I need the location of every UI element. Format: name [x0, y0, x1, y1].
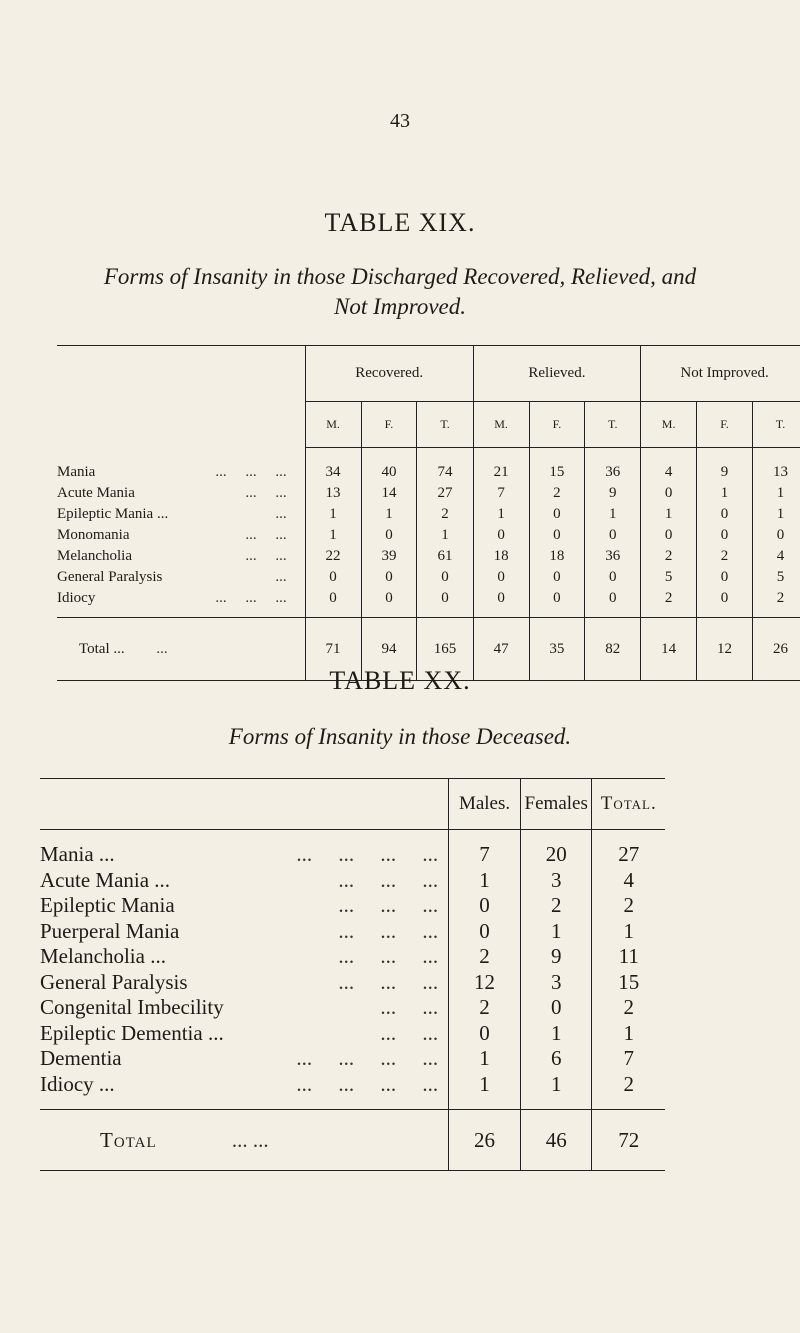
table19-cell: 39	[361, 546, 417, 567]
table20-row-dots: ... ... ...	[338, 918, 439, 943]
table20-cell: 2	[592, 893, 665, 919]
table19-total-cell: 14	[641, 618, 697, 681]
table20-row	[40, 944, 665, 970]
table19-row	[57, 525, 800, 546]
table19-cell: 0	[529, 525, 585, 546]
table20-cell: 2	[520, 893, 591, 919]
table20-cell: 1	[520, 1021, 591, 1047]
table19-cell: 0	[473, 588, 529, 618]
table19-total-cell: 47	[473, 618, 529, 681]
table19-row-label	[57, 504, 305, 525]
table19-cell: 1	[417, 525, 473, 546]
table19-cell: 22	[305, 546, 361, 567]
table20-row	[40, 1046, 665, 1072]
table19-cell: 13	[305, 483, 361, 504]
table19-cell: 2	[641, 588, 697, 618]
table19-cell: 0	[529, 504, 585, 525]
table19-row	[57, 448, 800, 484]
table20-total-label-text: Total	[100, 1127, 157, 1152]
table19-cell: 1	[753, 504, 800, 525]
table20-row-label	[40, 944, 449, 970]
table20-row-label	[40, 830, 449, 868]
table19-row-label	[57, 567, 305, 588]
table20-row-dots: ... ... ...	[338, 969, 439, 994]
table20-cell: 3	[520, 868, 591, 894]
table19-subtitle-line2: Not Improved.	[333, 294, 466, 319]
table20-cell: 0	[449, 893, 521, 919]
table19-row	[57, 504, 800, 525]
table19-total-cell: 94	[361, 618, 417, 681]
table19-row	[57, 546, 800, 567]
table19-cell: 2	[641, 546, 697, 567]
table19-subhead: M.	[641, 402, 697, 448]
table20-row-label	[40, 1072, 449, 1110]
table19-cell: 36	[585, 448, 641, 484]
table20-cell: 7	[449, 830, 521, 868]
table20-row	[40, 995, 665, 1021]
table19-cell: 1	[305, 504, 361, 525]
table19-row-label-text: Idiocy	[57, 590, 96, 606]
table20-cell: 15	[592, 970, 665, 996]
table20-cell: 1	[449, 1072, 521, 1110]
table20-total-row	[40, 1110, 665, 1171]
table19-row	[57, 567, 800, 588]
table19-cell: 1	[585, 504, 641, 525]
table20-cell: 12	[449, 970, 521, 996]
table19-cell: 18	[473, 546, 529, 567]
table19-cell: 0	[473, 567, 529, 588]
table20-cell: 2	[592, 995, 665, 1021]
table20-row-label	[40, 1021, 449, 1047]
table19-cell: 36	[585, 546, 641, 567]
table20-total-label	[40, 1110, 449, 1171]
table20-row-dots: ... ... ...	[338, 944, 439, 969]
table19-total-cell: 12	[697, 618, 753, 681]
table20-cell: 3	[520, 970, 591, 996]
table20-row	[40, 1021, 665, 1047]
table20-cell: 1	[592, 919, 665, 945]
table19-total-label-text: Total ...	[79, 640, 125, 657]
table20-title: TABLE XX.	[329, 666, 471, 695]
table19-group-relieved: Relieved.	[473, 346, 640, 402]
table20-cell: 20	[520, 830, 591, 868]
table19-cell: 13	[753, 448, 800, 484]
table19-cell: 2	[417, 504, 473, 525]
table20-total-cell: 46	[520, 1110, 591, 1171]
table19-cell: 34	[305, 448, 361, 484]
table19-total-cell: 35	[529, 618, 585, 681]
table20-row-label-text: Epileptic Dementia ...	[40, 1020, 224, 1045]
table19-cell: 0	[753, 525, 800, 546]
table20-row	[40, 868, 665, 894]
table19-cell: 0	[585, 525, 641, 546]
table19	[57, 345, 800, 681]
table20-row-label	[40, 868, 449, 894]
table19-row-label-text: Monomania	[57, 527, 130, 543]
table19-row-dots: ...	[275, 569, 287, 585]
table20-row-label	[40, 995, 449, 1021]
table19-total-cell: 165	[417, 618, 473, 681]
table20-cell: 1	[449, 868, 521, 894]
table19-cell: 0	[697, 525, 753, 546]
table19-cell: 0	[529, 567, 585, 588]
table19-row-dots: ... ...	[245, 527, 287, 543]
table20-row-label	[40, 970, 449, 996]
table20-row-label-text: Epileptic Mania	[40, 893, 175, 918]
table20-cell: 6	[520, 1046, 591, 1072]
table19-row-label	[57, 525, 305, 546]
table19-cell: 0	[417, 567, 473, 588]
table19-row-label	[57, 588, 305, 618]
table19-cell: 2	[697, 546, 753, 567]
table19-cell: 1	[697, 483, 753, 504]
table20-row-dots: ... ... ... ...	[296, 1071, 439, 1096]
table19-cell: 0	[641, 525, 697, 546]
table19-cell: 61	[417, 546, 473, 567]
table20-row-dots: ... ... ... ...	[296, 1046, 439, 1071]
table19-subhead: F.	[697, 402, 753, 448]
table20	[40, 778, 665, 1171]
table20-row-label-text: Melancholia ...	[40, 944, 166, 969]
table19-total-cell: 82	[585, 618, 641, 681]
table19-cell: 0	[697, 504, 753, 525]
table19-subhead: T.	[753, 402, 800, 448]
table20-cell: 2	[592, 1072, 665, 1110]
table19-row-dots: ... ... ...	[215, 463, 287, 480]
table19-cell: 40	[361, 448, 417, 484]
table19-cell: 0	[473, 525, 529, 546]
table20-corner	[40, 779, 449, 830]
table19-row-label	[57, 448, 305, 484]
table20-row-dots: ... ... ...	[338, 867, 439, 892]
table19-cell: 0	[697, 567, 753, 588]
table20-cell: 27	[592, 830, 665, 868]
table20-row-dots: ... ...	[380, 995, 439, 1020]
table20-row-label-text: Acute Mania ...	[40, 867, 171, 892]
table19-cell: 9	[697, 448, 753, 484]
table20-header-total: Total.	[592, 779, 665, 830]
table20-row-label-text: Idiocy ...	[40, 1071, 115, 1096]
table19-cell: 14	[361, 483, 417, 504]
table20-header-females: Females	[520, 779, 591, 830]
table20-subtitle: Forms of Insanity in those Deceased.	[228, 724, 572, 749]
table20-total-cell: 72	[592, 1110, 665, 1171]
table20-row	[40, 1072, 665, 1110]
table19-row-label	[57, 483, 305, 504]
table19-subtitle	[0, 262, 800, 322]
table19-cell: 0	[305, 588, 361, 618]
table20-row-label	[40, 893, 449, 919]
table19-group-not-improved: Not Improved.	[641, 346, 800, 402]
table19-subhead: M.	[305, 402, 361, 448]
table20-total-cell: 26	[449, 1110, 521, 1171]
table19-subhead: F.	[361, 402, 417, 448]
table19-cell: 15	[529, 448, 585, 484]
table19-cell: 21	[473, 448, 529, 484]
table20-cell: 0	[449, 919, 521, 945]
table19-subhead: T.	[585, 402, 641, 448]
table20-row-dots: ... ... ...	[338, 893, 439, 918]
table19-cell: 1	[641, 504, 697, 525]
table19-cell: 5	[753, 567, 800, 588]
table19-cell: 0	[697, 588, 753, 618]
table20-row-label-text: General Paralysis	[40, 969, 188, 994]
table19-cell: 0	[417, 588, 473, 618]
table19-row-dots: ... ...	[245, 485, 287, 501]
table20-cell: 1	[520, 1072, 591, 1110]
table19-cell: 18	[529, 546, 585, 567]
table19-cell: 1	[473, 504, 529, 525]
table19-title: TABLE XIX.	[324, 208, 476, 237]
table19-cell: 0	[585, 588, 641, 618]
table20-row-label	[40, 919, 449, 945]
table19-row	[57, 588, 800, 618]
table19-cell: 7	[473, 483, 529, 504]
table20-cell: 2	[449, 995, 521, 1021]
table19-group-recovered: Recovered.	[305, 346, 473, 402]
table20-row	[40, 830, 665, 868]
table20-row-dots: ... ... ... ...	[296, 842, 439, 867]
table19-cell: 0	[529, 588, 585, 618]
table19-cell: 4	[753, 546, 800, 567]
table19-cell: 1	[361, 504, 417, 525]
table20-cell: 0	[449, 1021, 521, 1047]
table20-cell: 11	[592, 944, 665, 970]
table20-row	[40, 970, 665, 996]
table20-row-label-text: Puerperal Mania	[40, 918, 180, 943]
table19-cell: 27	[417, 483, 473, 504]
table19-subtitle-line1: Forms of Insanity in those Discharged Recovered, Relieved, and	[103, 264, 697, 289]
table20-row-label-text: Mania ...	[40, 842, 115, 867]
table19-cell: 0	[585, 567, 641, 588]
table19-cell: 0	[361, 567, 417, 588]
table19-cell: 2	[753, 588, 800, 618]
table19-row-label-text: Acute Mania	[57, 485, 135, 501]
table20-row	[40, 893, 665, 919]
table19-cell: 1	[753, 483, 800, 504]
table20-row	[40, 919, 665, 945]
table19-subhead: F.	[529, 402, 585, 448]
table19-cell: 0	[641, 483, 697, 504]
table20-header-males: Males.	[449, 779, 521, 830]
table19-corner	[57, 346, 305, 448]
table19-row-dots: ... ...	[245, 548, 287, 564]
table20-row-label-text: Congenital Imbecility	[40, 995, 224, 1020]
table19-cell: 2	[529, 483, 585, 504]
table20-row-label-text: Dementia	[40, 1046, 122, 1071]
table19-cell: 9	[585, 483, 641, 504]
table19-total-cell: 26	[753, 618, 800, 681]
table19-cell: 0	[361, 525, 417, 546]
table19-row-label-text: Mania	[57, 463, 96, 480]
table20-cell: 9	[520, 944, 591, 970]
table20-cell: 1	[520, 919, 591, 945]
table20-cell: 7	[592, 1046, 665, 1072]
table19-cell: 74	[417, 448, 473, 484]
table19-row-label-text: General Paralysis	[57, 569, 163, 585]
table20-cell: 1	[449, 1046, 521, 1072]
table19-row-label-text: Melancholia	[57, 548, 132, 564]
table19-row-label	[57, 546, 305, 567]
table20-cell: 0	[520, 995, 591, 1021]
table20-cell: 4	[592, 868, 665, 894]
table19-cell: 1	[305, 525, 361, 546]
table19-cell: 5	[641, 567, 697, 588]
table19-subhead: T.	[417, 402, 473, 448]
table19-row	[57, 483, 800, 504]
page-number: 43	[390, 110, 410, 132]
table19-total-dots: ...	[156, 640, 168, 657]
table19-subhead: M.	[473, 402, 529, 448]
table20-total-dots: ... ...	[231, 1127, 269, 1152]
table19-cell: 4	[641, 448, 697, 484]
table19-cell: 0	[305, 567, 361, 588]
table19-total-cell: 71	[305, 618, 361, 681]
table20-cell: 1	[592, 1021, 665, 1047]
table19-row-label-text: Epileptic Mania ...	[57, 506, 169, 522]
table19-row-dots: ... ... ...	[215, 590, 287, 606]
table19-cell: 0	[361, 588, 417, 618]
table20-cell: 2	[449, 944, 521, 970]
table19-row-dots: ...	[275, 506, 287, 522]
table20-row-dots: ... ...	[380, 1020, 439, 1045]
table20-row-label	[40, 1046, 449, 1072]
